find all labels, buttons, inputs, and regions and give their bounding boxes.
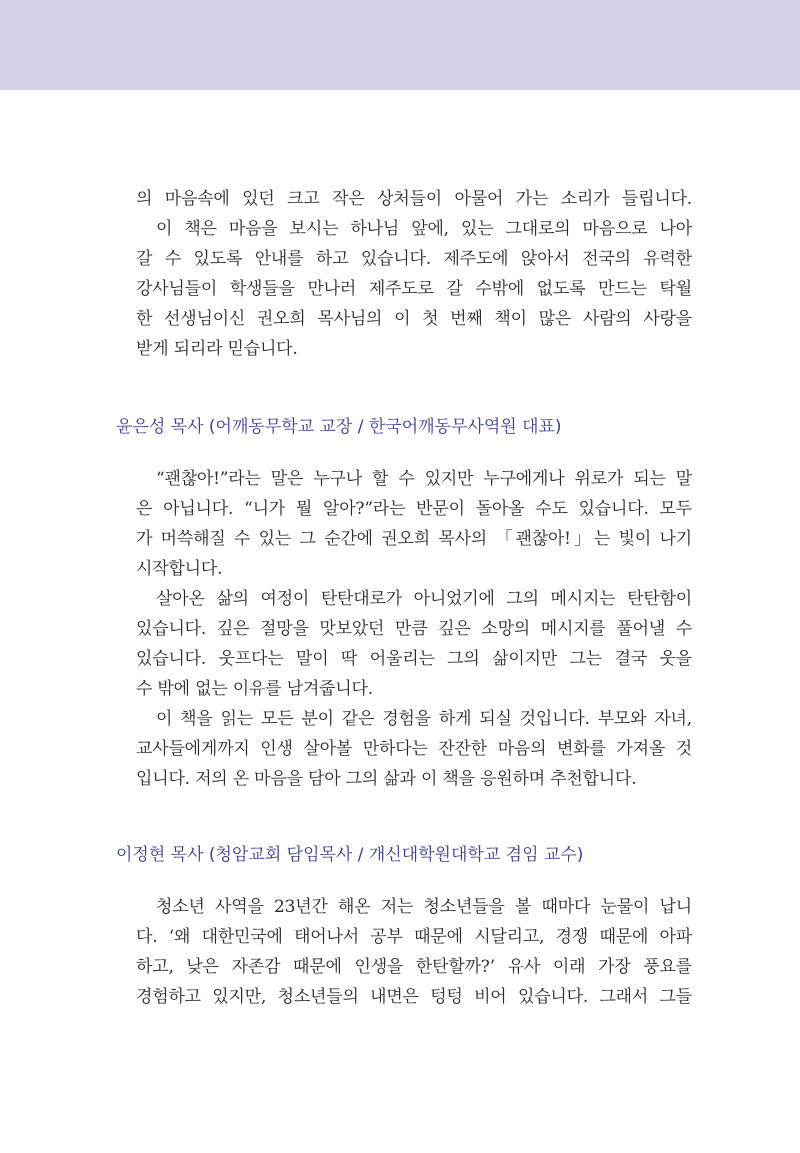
text-line: “괜찮아!”라는 말은 누구나 할 수 있지만 누구에게나 위로가 되는 말 (156, 469, 692, 489)
text-line: 경험하고 있지만, 청소년들의 내면은 텅텅 비어 있습니다. 그래서 그들 (136, 987, 692, 1007)
text-line: 있습니다. 웃프다는 말이 딱 어울리는 그의 삶이지만 그는 결국 웃을 (136, 649, 692, 669)
recommendation-section-2 (116, 840, 692, 1012)
text-line: 받게 되리라 믿습니다. (136, 339, 298, 359)
text-line: 은 아닙니다. “니가 뭘 알아?”라는 반문이 돌아올 수도 있습니다. 모두 (136, 499, 692, 519)
text-line: 시작합니다. (136, 559, 223, 579)
text-line: 수 밖에 없는 이유를 남겨줍니다. (136, 679, 373, 699)
recommendation-section-1 (116, 412, 692, 794)
text-line: 강사님들이 학생들을 만나러 제주도로 갈 수밖에 없도록 만드는 탁월 (136, 279, 692, 299)
text-line: 이 책은 마음을 보시는 하나님 앞에, 있는 그대로의 마음으로 나아 (156, 219, 692, 239)
top-paragraph (136, 184, 692, 364)
text-line: 가 머쓱해질 수 있는 그 순간에 권오희 목사의 「괜찮아!」는 빛이 나기 (136, 529, 692, 549)
text-line: 교사들에게까지 인생 살아볼 만하다는 잔잔한 마음의 변화를 가져올 것 (136, 739, 692, 759)
text-line: 갈 수 있도록 안내를 하고 있습니다. 제주도에 앉아서 전국의 유력한 (136, 249, 693, 269)
text-line: 하고, 낮은 자존감 때문에 인생을 한탄할까?’ 유사 이래 가장 풍요를 (136, 957, 692, 977)
text-line: 이 책을 읽는 모든 분이 같은 경험을 하게 되실 것입니다. 부모와 자녀, (156, 709, 692, 729)
page-body (116, 184, 693, 1012)
section-heading: 윤은성 목사 (어깨동무학교 교장 / 한국어깨동무사역원 대표) (116, 417, 562, 437)
page-header-band (0, 0, 800, 90)
text-line: 살아온 삶의 여정이 탄탄대로가 아니었기에 그의 메시지는 탄탄함이 (156, 589, 692, 609)
section-heading: 이정현 목사 (청암교회 담임목사 / 개신대학원대학교 겸임 교수) (116, 845, 584, 865)
text-line: 다. ‘왜 대한민국에 태어나서 공부 때문에 시달리고, 경쟁 때문에 아파 (136, 927, 692, 947)
text-line: 한 선생님이신 권오희 목사님의 이 첫 번째 책이 많은 사람의 사랑을 (136, 309, 692, 329)
text-line: 있습니다. 깊은 절망을 맛보았던 만큼 깊은 소망의 메시지를 풀어낼 수 (136, 619, 692, 639)
text-line: 의 마음속에 있던 크고 작은 상처들이 아물어 가는 소리가 들립니다. (136, 189, 693, 209)
text-line: 입니다. 저의 온 마음을 담아 그의 삶과 이 책을 응원하며 추천합니다. (136, 769, 637, 789)
text-line: 청소년 사역을 23년간 해온 저는 청소년들을 볼 때마다 눈물이 납니 (156, 897, 692, 917)
